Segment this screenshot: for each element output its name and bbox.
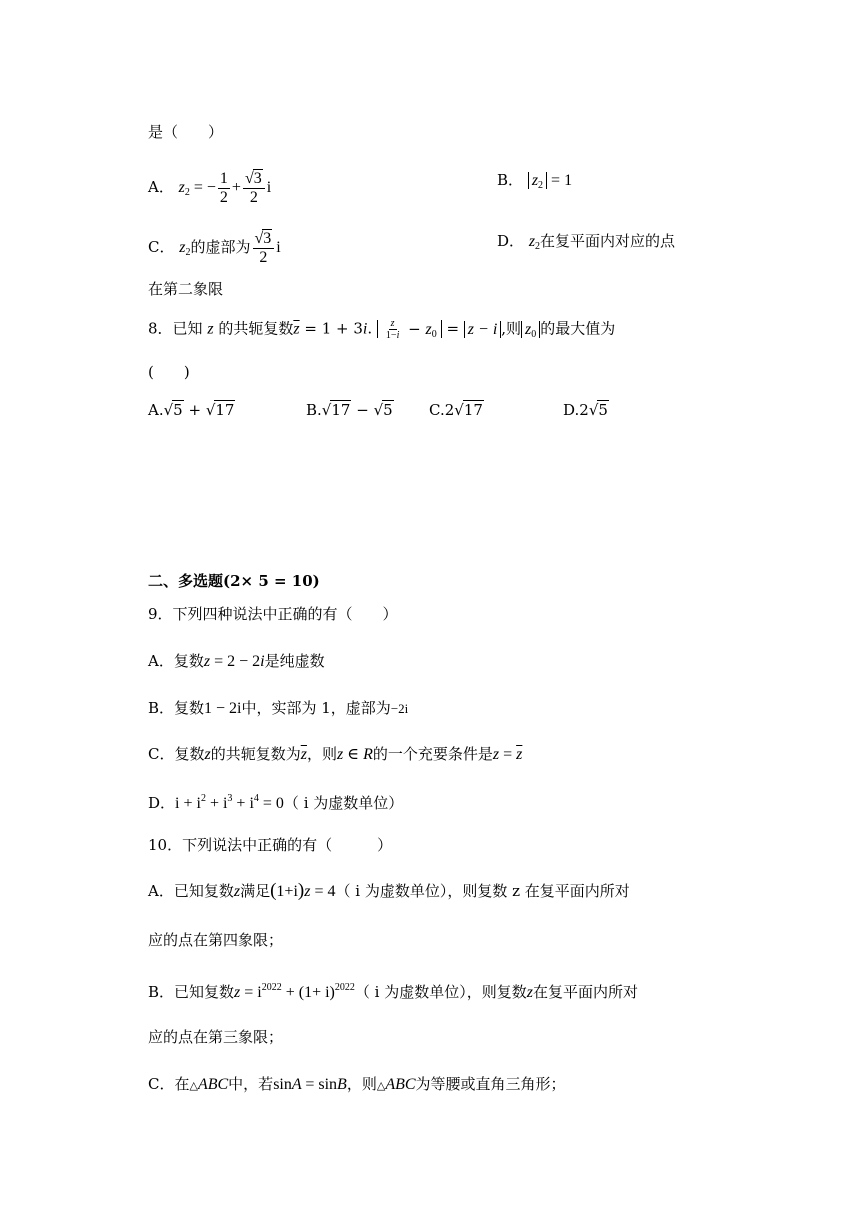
q10-option-b-wrap: 应的点在第三象限； — [148, 1028, 284, 1046]
q8-option-d[interactable]: D.2√5 — [563, 401, 608, 419]
q10-option-c[interactable]: C．在△ABC中，若sinA = sinB，则△ABC为等腰或直角三角形； — [148, 1075, 566, 1093]
q7-option-a-formula: $z_2$ = − $\frac{1}{2}$ + $\frac{√3}{2}$ i — [178, 170, 272, 206]
q7-stem-tail: 是（ ） — [148, 123, 224, 141]
q10-option-a-wrap: 应的点在第四象限； — [148, 931, 284, 949]
q9-option-b[interactable]: B．复数1 − 2i中，实部为 1，虚部为−2i — [148, 699, 409, 717]
q7-option-b[interactable]: B． $z_2 = 1$ — [497, 171, 573, 191]
q7-option-c[interactable]: C． $z_2$的虚部为 $\frac{√3}{2}$ i — [148, 230, 281, 266]
q7-option-d[interactable]: D． $z_2$在复平面内对应的点 — [497, 232, 676, 252]
q9-stem: 9．下列四种说法中正确的有（ ） — [148, 605, 398, 623]
q10-stem: 10．下列说法中正确的有（ ） — [148, 836, 393, 854]
q8-stem: 8．已知 z 的共轭复数$\overline{z} = 1 + 3i$. $\frac{z}{1-i}$ − $z_0 = z - i$ ,则 $z_0$ 的最大值为 — [148, 318, 616, 341]
q10-option-b[interactable]: B．已知复数$z = i^{2022} + (1+ i)^{2022}$（ i 为虚数单位），则复数z在复平面内所对 — [148, 982, 638, 1001]
q8-paren: ( ) — [148, 363, 190, 381]
section-title: 二、多选题(2× 5 = 10) — [148, 572, 320, 590]
q9-option-c[interactable]: C．复数z的共轭复数为$\overline{z}$，则z ∈ R的一个充要条件是$z = \overline{z}$ — [148, 745, 523, 763]
q7-option-b-formula: $z_2 = 1$ — [528, 172, 572, 189]
q8-option-c[interactable]: C.2√17 — [429, 401, 483, 419]
q9-option-a[interactable]: A．复数z = 2 − 2i是纯虚数 — [148, 652, 325, 670]
q10-option-a[interactable]: A．已知复数z满足(1+i)z = 4（ i 为虚数单位），则复数 z 在复平面内所对 — [148, 880, 630, 901]
q7-option-a[interactable]: A． $z_2$ = − $\frac{1}{2}$ + $\frac{√3}{2}$ i — [148, 170, 272, 206]
q7-option-d-wrap: 在第二象限 — [148, 280, 224, 298]
q9-option-d[interactable]: D．$i + i^2 + i^3 + i^4 = 0$（ i 为虚数单位） — [148, 793, 404, 812]
q8-option-a[interactable]: A.√5 + √17 — [148, 401, 235, 419]
q7-option-c-formula: $\frac{√3}{2}$ i — [254, 230, 281, 266]
q8-option-b[interactable]: B.√17 − √5 — [306, 401, 393, 419]
